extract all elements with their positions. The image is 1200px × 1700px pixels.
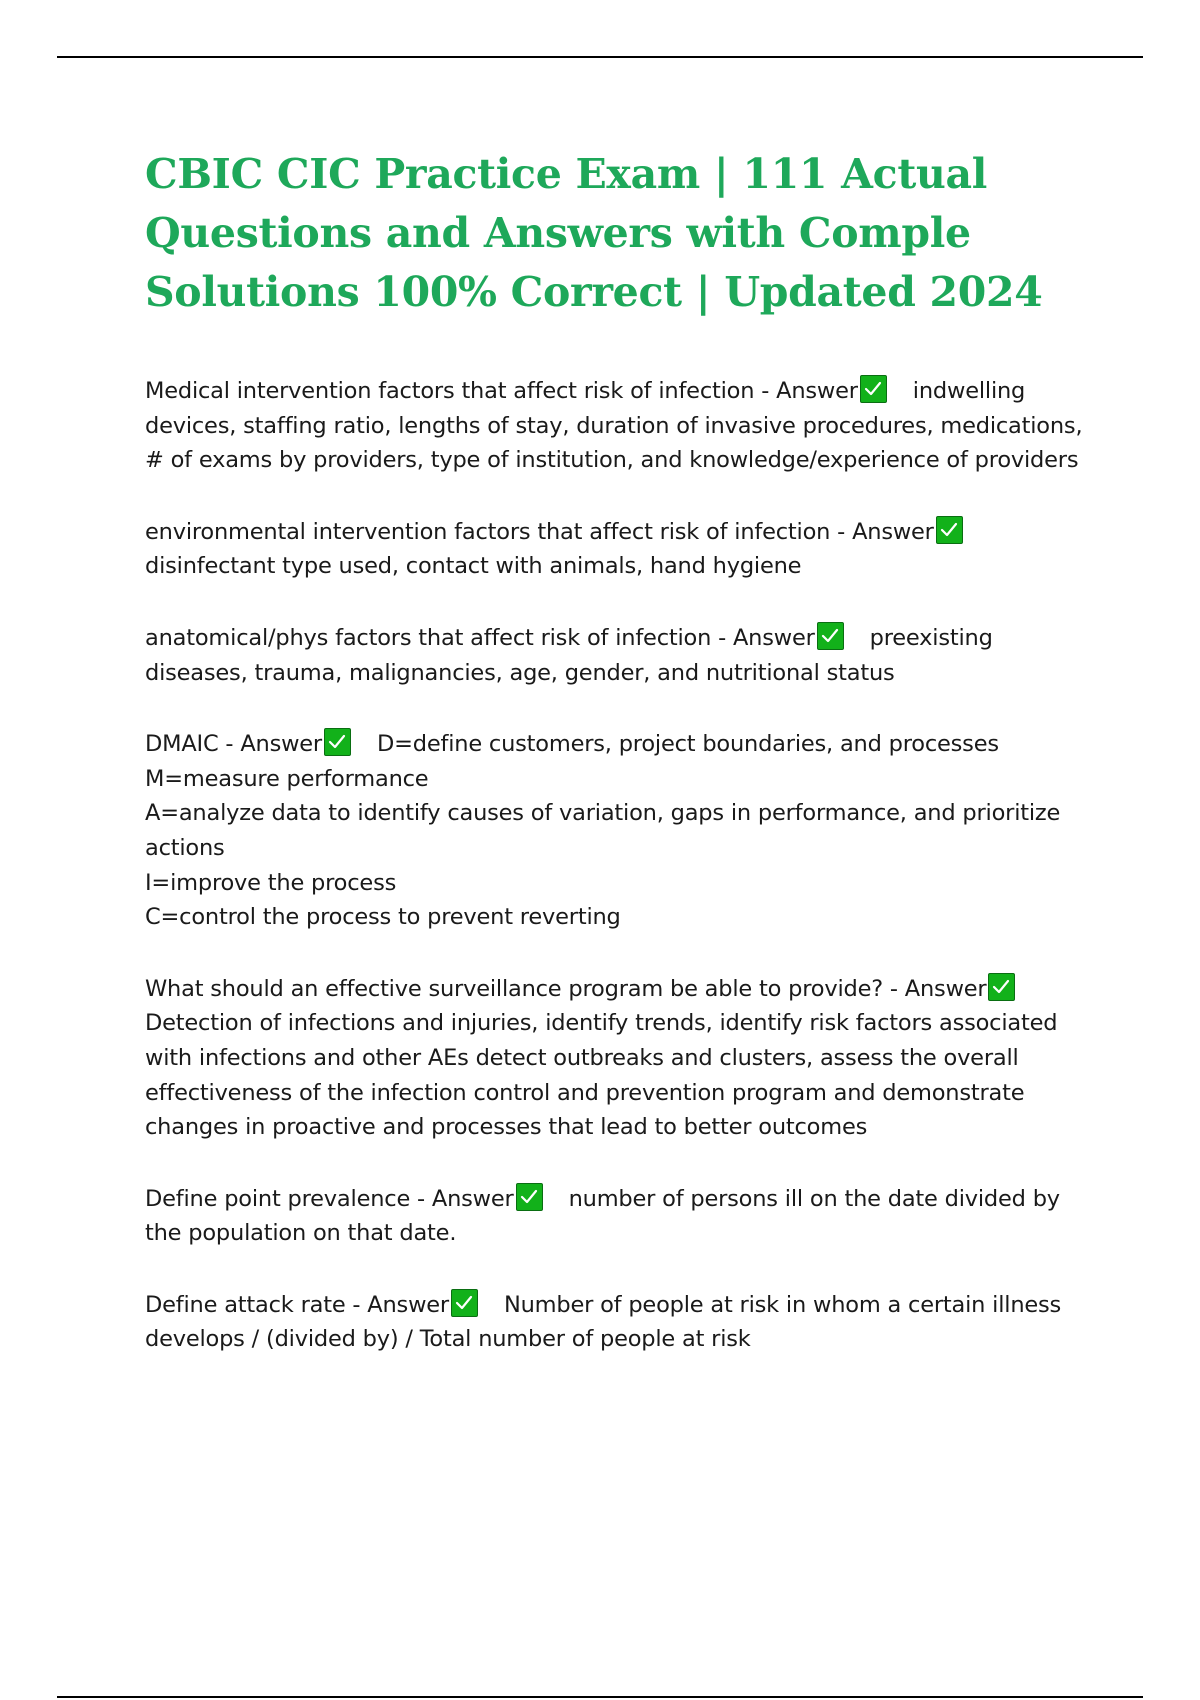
document-body bbox=[145, 145, 1095, 1394]
check-box-icon bbox=[451, 1289, 478, 1317]
question-text: anatomical/phys factors that affect risk of infection - bbox=[145, 624, 733, 651]
question-text: What should an effective surveillance program be able to provide? - bbox=[145, 975, 905, 1002]
qa-item-dmaic bbox=[145, 727, 1095, 935]
answer-label: Answer bbox=[732, 624, 815, 651]
answer-line-analyze: A=analyze data to identify causes of variation, gaps in performance, and prioritize actions bbox=[145, 800, 1061, 861]
qa-item-attack-rate bbox=[145, 1288, 1095, 1357]
qa-item-medical-factors bbox=[145, 374, 1095, 478]
page-title: CBIC CIC Practice Exam | 111 Actual Questions and Answers with Comple Solutions 100% Correct | Updated 2024 bbox=[145, 150, 1043, 316]
answer-label: Answer bbox=[431, 1185, 514, 1212]
question-text: Define point prevalence - bbox=[145, 1185, 432, 1212]
check-box-icon bbox=[988, 973, 1015, 1001]
answer-label: Answer bbox=[776, 378, 858, 404]
check-box-icon bbox=[860, 375, 887, 403]
bottom-rule bbox=[57, 1696, 1143, 1698]
answer-line-improve: I=improve the process bbox=[145, 869, 397, 896]
check-box-icon bbox=[817, 622, 844, 650]
qa-item-surveillance-program bbox=[145, 972, 1095, 1145]
question-text: environmental intervention factors that affect risk of infection - bbox=[145, 518, 853, 545]
check-box-icon bbox=[936, 516, 963, 544]
answer-label: Answer bbox=[367, 1291, 449, 1318]
answer-text: Number of people at risk in whom a certain illness develops / (divided by) / Total number of people at risk bbox=[145, 1291, 1062, 1353]
qa-item-environmental-factors bbox=[145, 515, 1095, 584]
answer-text: Detection of infections and injuries, identify trends, identify risk factors associated with infections and other AEs detect outbreaks and clusters, assess the overall effectiveness of the infection control and prevention program and demonstrate changes in proactive and processes that lead to better outcomes bbox=[145, 1010, 1058, 1141]
question-text: Define attack rate - bbox=[145, 1291, 368, 1318]
answer-text: preexisting diseases, trauma, malignancies, age, gender, and nutritional status bbox=[145, 624, 993, 686]
qa-item-anatomical-factors bbox=[145, 621, 1095, 690]
answer-text: number of persons ill on the date divided by the population on that date. bbox=[145, 1185, 1060, 1247]
question-text: Medical intervention factors that affect risk of infection - bbox=[145, 378, 777, 404]
check-box-icon bbox=[516, 1183, 543, 1211]
answer-text: disinfectant type used, contact with animals, hand hygiene bbox=[145, 553, 802, 580]
answer-line-measure: M=measure performance bbox=[145, 765, 429, 792]
top-rule bbox=[57, 56, 1143, 58]
question-text: DMAIC - bbox=[145, 731, 241, 758]
answer-line-define: D=define customers, project boundaries, and processes bbox=[376, 731, 999, 758]
check-box-icon bbox=[324, 728, 351, 756]
answer-line-control: C=control the process to prevent reverting bbox=[145, 904, 621, 931]
qa-item-point-prevalence bbox=[145, 1182, 1095, 1251]
answer-label: Answer bbox=[852, 518, 934, 545]
answer-label: Answer bbox=[240, 731, 322, 758]
answer-label: Answer bbox=[904, 975, 987, 1002]
answer-text: indwelling devices, staffing ratio, lengths of stay, duration of invasive procedures, medications, # of exams by providers, type of institution, and knowledge/experience of providers bbox=[145, 378, 1083, 474]
